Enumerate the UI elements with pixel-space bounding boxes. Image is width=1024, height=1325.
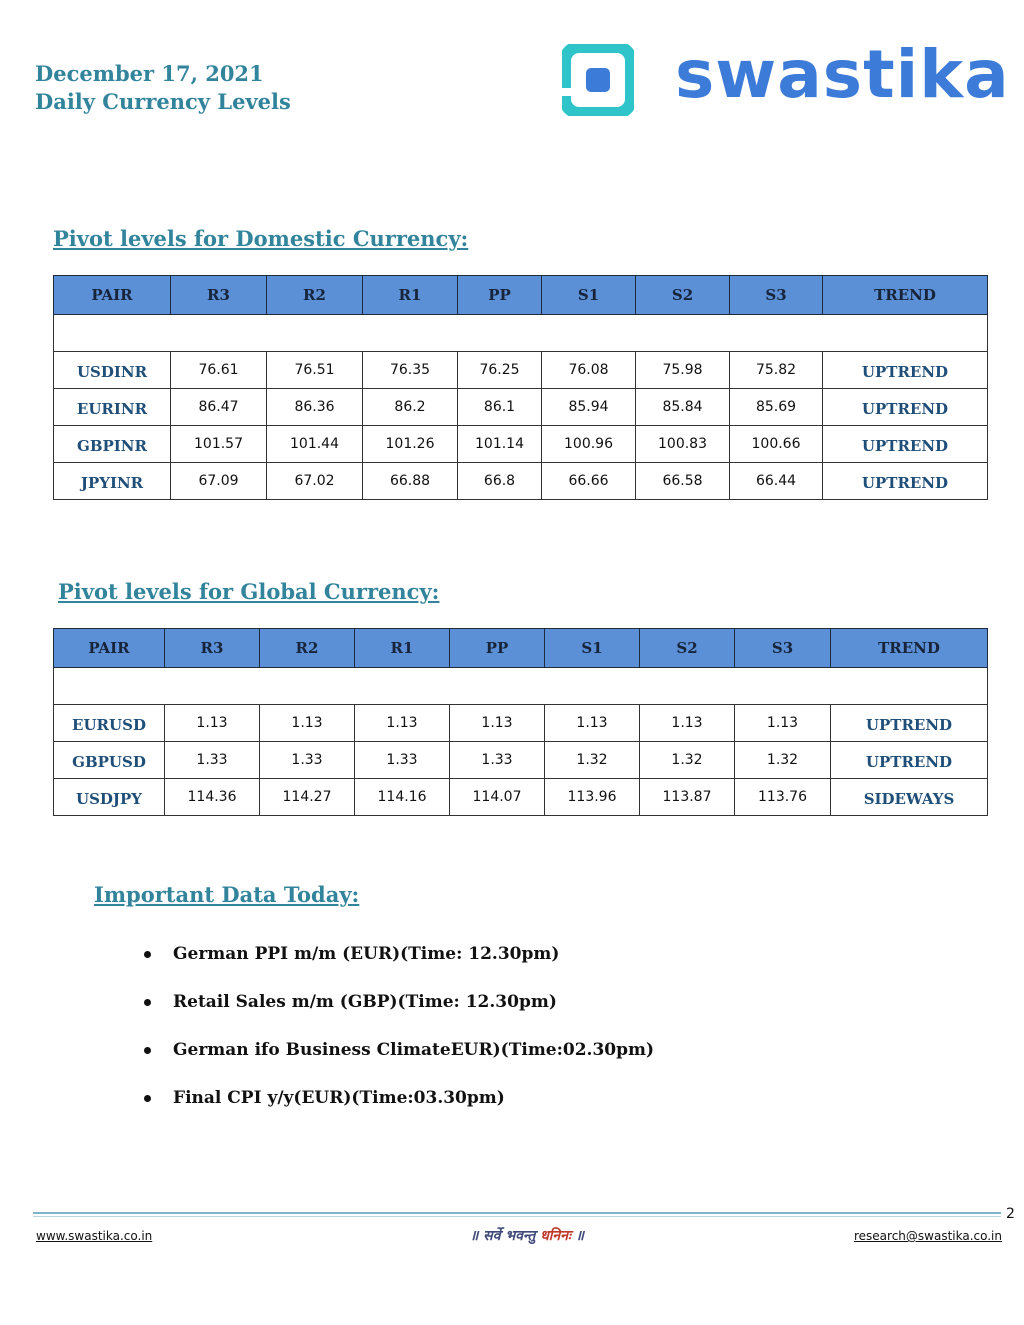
important-data-list bbox=[140, 938, 654, 1130]
value-cell: 114.07 bbox=[450, 779, 545, 816]
value-cell: 85.94 bbox=[542, 389, 636, 426]
trend-cell: UPTREND bbox=[823, 389, 988, 426]
bullet-icon bbox=[144, 1047, 151, 1054]
value-cell: 101.26 bbox=[363, 426, 458, 463]
value-cell: 1.33 bbox=[260, 742, 355, 779]
pair-cell: EURINR bbox=[54, 389, 171, 426]
list-item: German ifo Business ClimateEUR)(Time:02.30pm) bbox=[140, 1034, 654, 1082]
trend-cell: UPTREND bbox=[831, 742, 988, 779]
column-header-s3: S3 bbox=[730, 276, 823, 315]
value-cell: 101.14 bbox=[458, 426, 542, 463]
list-item: German PPI m/m (EUR)(Time: 12.30pm) bbox=[140, 938, 654, 986]
column-header-pair: PAIR bbox=[54, 276, 171, 315]
bullet-icon bbox=[144, 951, 151, 958]
column-header-r2: R2 bbox=[260, 629, 355, 668]
value-cell: 113.76 bbox=[735, 779, 831, 816]
report-date: December 17, 2021 bbox=[35, 61, 264, 86]
table-spacer-row bbox=[54, 668, 988, 705]
value-cell: 76.35 bbox=[363, 352, 458, 389]
value-cell: 1.13 bbox=[450, 705, 545, 742]
column-header-r3: R3 bbox=[165, 629, 260, 668]
column-header-pair: PAIR bbox=[54, 629, 165, 668]
pair-cell: EURUSD bbox=[54, 705, 165, 742]
table-spacer-row bbox=[54, 315, 988, 352]
value-cell: 100.83 bbox=[636, 426, 730, 463]
value-cell: 1.13 bbox=[355, 705, 450, 742]
value-cell: 85.69 bbox=[730, 389, 823, 426]
value-cell: 67.09 bbox=[171, 463, 267, 500]
value-cell: 76.61 bbox=[171, 352, 267, 389]
value-cell: 1.13 bbox=[545, 705, 640, 742]
column-header-trend: TREND bbox=[831, 629, 988, 668]
table-row bbox=[54, 705, 988, 742]
column-header-s2: S2 bbox=[636, 276, 730, 315]
value-cell: 75.82 bbox=[730, 352, 823, 389]
swastika-logo-icon bbox=[562, 44, 634, 116]
domestic-pivot-table bbox=[53, 275, 988, 500]
important-data-title: Important Data Today: bbox=[94, 882, 360, 907]
column-header-s2: S2 bbox=[640, 629, 735, 668]
table-header-row bbox=[54, 629, 988, 668]
value-cell: 113.96 bbox=[545, 779, 640, 816]
value-cell: 86.1 bbox=[458, 389, 542, 426]
value-cell: 1.32 bbox=[735, 742, 831, 779]
value-cell: 75.98 bbox=[636, 352, 730, 389]
value-cell: 66.66 bbox=[542, 463, 636, 500]
global-pivot-table bbox=[53, 628, 988, 816]
table-spacer-cell bbox=[54, 315, 988, 352]
email-link[interactable]: research@swastika.co.in bbox=[853, 1229, 1002, 1243]
column-header-r1: R1 bbox=[363, 276, 458, 315]
value-cell: 100.66 bbox=[730, 426, 823, 463]
value-cell: 1.13 bbox=[640, 705, 735, 742]
website-link[interactable]: www.swastika.co.in bbox=[36, 1229, 153, 1243]
pair-cell: GBPINR bbox=[54, 426, 171, 463]
value-cell: 1.32 bbox=[545, 742, 640, 779]
value-cell: 85.84 bbox=[636, 389, 730, 426]
value-cell: 86.36 bbox=[267, 389, 363, 426]
table-row bbox=[54, 742, 988, 779]
value-cell: 1.32 bbox=[640, 742, 735, 779]
column-header-s1: S1 bbox=[545, 629, 640, 668]
pair-cell: JPYINR bbox=[54, 463, 171, 500]
page-number: 2 bbox=[1006, 1206, 1015, 1222]
bullet-icon bbox=[144, 1095, 151, 1102]
trend-cell: SIDEWAYS bbox=[831, 779, 988, 816]
value-cell: 66.8 bbox=[458, 463, 542, 500]
value-cell: 86.47 bbox=[171, 389, 267, 426]
value-cell: 66.88 bbox=[363, 463, 458, 500]
trend-cell: UPTREND bbox=[831, 705, 988, 742]
value-cell: 101.44 bbox=[267, 426, 363, 463]
value-cell: 1.33 bbox=[165, 742, 260, 779]
footer-divider-thin bbox=[33, 1216, 1001, 1217]
value-cell: 114.27 bbox=[260, 779, 355, 816]
bullet-icon bbox=[144, 999, 151, 1006]
value-cell: 1.13 bbox=[260, 705, 355, 742]
column-header-pp: PP bbox=[458, 276, 542, 315]
column-header-s3: S3 bbox=[735, 629, 831, 668]
report-header bbox=[35, 60, 291, 116]
value-cell: 86.2 bbox=[363, 389, 458, 426]
column-header-s1: S1 bbox=[542, 276, 636, 315]
table-spacer-cell bbox=[54, 668, 988, 705]
pair-cell: USDJPY bbox=[54, 779, 165, 816]
pair-cell: USDINR bbox=[54, 352, 171, 389]
footer-motto: ॥ सर्वे भवन्तु धनिनः ॥ bbox=[470, 1228, 585, 1244]
table-row bbox=[54, 352, 988, 389]
value-cell: 100.96 bbox=[542, 426, 636, 463]
value-cell: 101.57 bbox=[171, 426, 267, 463]
value-cell: 1.33 bbox=[450, 742, 545, 779]
value-cell: 76.08 bbox=[542, 352, 636, 389]
value-cell: 114.36 bbox=[165, 779, 260, 816]
value-cell: 76.51 bbox=[267, 352, 363, 389]
swastika-logo bbox=[560, 36, 1010, 120]
value-cell: 114.16 bbox=[355, 779, 450, 816]
global-section-title: Pivot levels for Global Currency: bbox=[58, 579, 440, 604]
column-header-r3: R3 bbox=[171, 276, 267, 315]
swastika-logo-text: swastika bbox=[675, 36, 1010, 113]
report-subtitle: Daily Currency Levels bbox=[35, 89, 291, 114]
value-cell: 1.33 bbox=[355, 742, 450, 779]
table-header-row bbox=[54, 276, 988, 315]
value-cell: 76.25 bbox=[458, 352, 542, 389]
trend-cell: UPTREND bbox=[823, 352, 988, 389]
table-row bbox=[54, 389, 988, 426]
trend-cell: UPTREND bbox=[823, 426, 988, 463]
list-item: Retail Sales m/m (GBP)(Time: 12.30pm) bbox=[140, 986, 654, 1034]
domestic-section-title: Pivot levels for Domestic Currency: bbox=[53, 226, 469, 251]
table-row bbox=[54, 426, 988, 463]
value-cell: 67.02 bbox=[267, 463, 363, 500]
column-header-pp: PP bbox=[450, 629, 545, 668]
value-cell: 66.44 bbox=[730, 463, 823, 500]
value-cell: 66.58 bbox=[636, 463, 730, 500]
list-item: Final CPI y/y(EUR)(Time:03.30pm) bbox=[140, 1082, 654, 1130]
column-header-trend: TREND bbox=[823, 276, 988, 315]
column-header-r2: R2 bbox=[267, 276, 363, 315]
value-cell: 1.13 bbox=[735, 705, 831, 742]
footer-divider bbox=[33, 1212, 1001, 1214]
pair-cell: GBPUSD bbox=[54, 742, 165, 779]
table-row bbox=[54, 779, 988, 816]
value-cell: 113.87 bbox=[640, 779, 735, 816]
column-header-r1: R1 bbox=[355, 629, 450, 668]
value-cell: 1.13 bbox=[165, 705, 260, 742]
table-row bbox=[54, 463, 988, 500]
trend-cell: UPTREND bbox=[823, 463, 988, 500]
